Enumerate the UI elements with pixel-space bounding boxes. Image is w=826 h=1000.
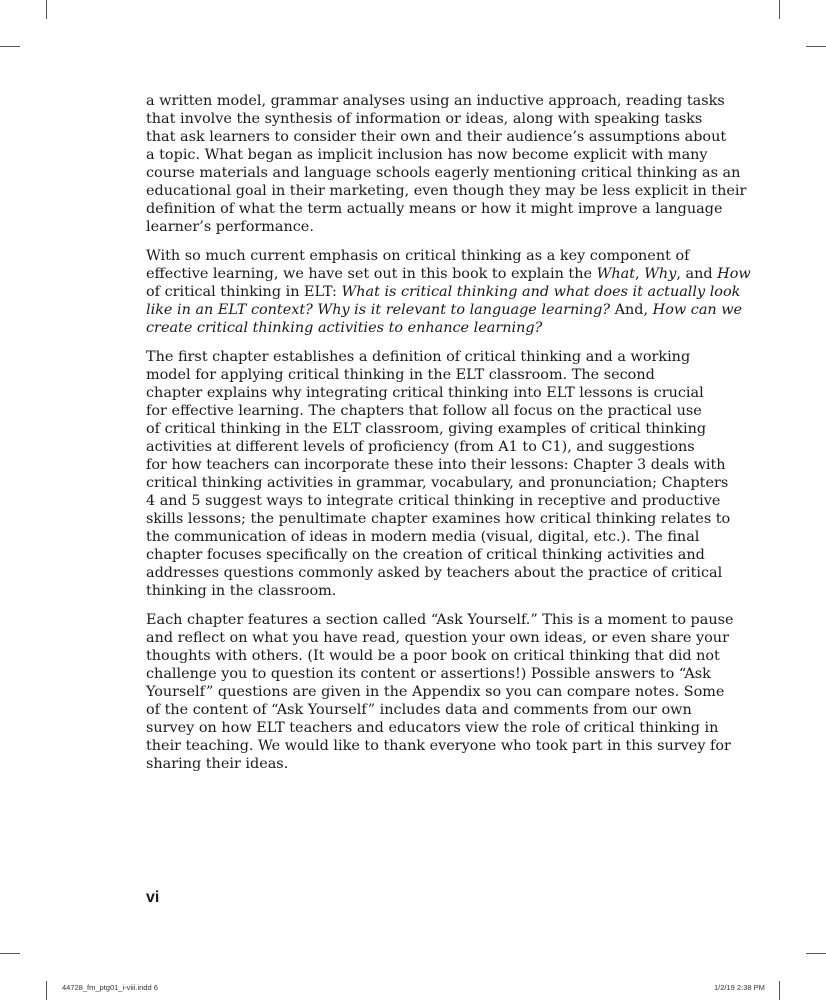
paragraph-gap bbox=[146, 600, 686, 611]
text-run: survey on how ELT teachers and educators view the role of critical thinking in bbox=[146, 720, 719, 736]
crop-mark bbox=[806, 953, 826, 954]
text-run: activities at different levels of proficiency (from A1 to C1), and suggestions bbox=[146, 439, 695, 455]
text-run: effective learning, we have set out in this book to explain the bbox=[146, 266, 597, 282]
text-run: learner’s performance. bbox=[146, 219, 314, 235]
crop-mark bbox=[779, 0, 780, 19]
paragraph bbox=[146, 247, 751, 337]
text-line bbox=[146, 146, 708, 164]
italic-text: What is critical thinking and what does it actually look bbox=[341, 284, 741, 300]
text-run: With so much current emphasis on critical thinking as a key component of bbox=[146, 248, 690, 264]
text-line bbox=[146, 265, 751, 283]
text-run: that involve the synthesis of information or ideas, along with speaking tasks bbox=[146, 111, 703, 127]
text-line bbox=[146, 629, 729, 647]
text-run: model for applying critical thinking in the ELT classroom. The second bbox=[146, 367, 655, 383]
italic-text: Why bbox=[644, 266, 677, 282]
text-line bbox=[146, 128, 727, 146]
text-line bbox=[146, 420, 707, 438]
text-run: the communication of ideas in modern media (visual, digital, etc.). The final bbox=[146, 529, 700, 545]
slug-filename: 44728_fm_ptg01_i-viii.indd 6 bbox=[62, 983, 158, 992]
text-line bbox=[146, 438, 695, 456]
crop-mark bbox=[46, 981, 47, 1000]
text-run: educational goal in their marketing, even though they may be less explicit in their bbox=[146, 183, 747, 199]
text-run: for how teachers can incorporate these into their lessons: Chapter 3 deals with bbox=[146, 457, 726, 473]
text-run: skills lessons; the penultimate chapter examines how critical thinking relates to bbox=[146, 511, 731, 527]
text-line bbox=[146, 546, 705, 564]
text-line bbox=[146, 456, 726, 474]
crop-mark bbox=[0, 953, 20, 954]
crop-mark bbox=[0, 46, 20, 47]
text-run: their teaching. We would like to thank everyone who took part in this survey for bbox=[146, 738, 731, 754]
text-run: definition of what the term actually means or how it might improve a language bbox=[146, 201, 723, 217]
text-run: thinking in the classroom. bbox=[146, 583, 337, 599]
text-run: , and bbox=[676, 266, 718, 282]
text-line bbox=[146, 200, 723, 218]
paragraph bbox=[146, 611, 734, 773]
text-line bbox=[146, 402, 702, 420]
text-run: of critical thinking in ELT: bbox=[146, 284, 342, 300]
text-line bbox=[146, 218, 686, 236]
text-line bbox=[146, 755, 686, 773]
text-run: The first chapter establishes a definition of critical thinking and a working bbox=[146, 349, 691, 365]
text-run: challenge you to question its content or assertions!) Possible answers to “Ask bbox=[146, 666, 711, 682]
text-run: a written model, grammar analyses using an inductive approach, reading tasks bbox=[146, 93, 725, 109]
text-line bbox=[146, 319, 686, 337]
text-line bbox=[146, 384, 704, 402]
text-line bbox=[146, 492, 721, 510]
text-run: chapter explains why integrating critical thinking into ELT lessons is crucial bbox=[146, 385, 704, 401]
text-run: that ask learners to consider their own and their audience’s assumptions about bbox=[146, 129, 727, 145]
text-run: thoughts with others. (It would be a poor book on critical thinking that did not bbox=[146, 648, 720, 664]
text-run: chapter focuses specifically on the creation of critical thinking activities and bbox=[146, 547, 705, 563]
text-run: And, bbox=[610, 302, 653, 318]
text-line bbox=[146, 701, 692, 719]
text-line bbox=[146, 665, 711, 683]
text-line bbox=[146, 647, 720, 665]
text-line bbox=[146, 301, 743, 319]
text-run: of critical thinking in the ELT classroom, giving examples of critical thinking bbox=[146, 421, 707, 437]
text-run: a topic. What began as implicit inclusion has now become explicit with many bbox=[146, 147, 708, 163]
text-line bbox=[146, 683, 725, 701]
text-line bbox=[146, 92, 725, 110]
text-line bbox=[146, 719, 719, 737]
text-line bbox=[146, 247, 690, 265]
paragraph-gap bbox=[146, 236, 686, 247]
text-run: and reflect on what you have read, question your own ideas, or even share your bbox=[146, 630, 729, 646]
text-run: , bbox=[634, 266, 645, 282]
page-number: vi bbox=[146, 889, 160, 906]
text-run: addresses questions commonly asked by teachers about the practice of critical bbox=[146, 565, 723, 581]
text-line bbox=[146, 366, 686, 384]
paragraph bbox=[146, 348, 731, 600]
text-line bbox=[146, 182, 747, 200]
text-line bbox=[146, 474, 729, 492]
text-line bbox=[146, 510, 731, 528]
slug-timestamp: 1/2/19 2:38 PM bbox=[714, 983, 765, 992]
text-run: critical thinking activities in grammar, vocabulary, and pronunciation; Chapters bbox=[146, 475, 729, 491]
text-line bbox=[146, 737, 731, 755]
text-run: Each chapter features a section called “Ask Yourself.” This is a moment to pause bbox=[146, 612, 734, 628]
italic-text: How bbox=[717, 266, 751, 282]
text-line bbox=[146, 611, 734, 629]
text-line bbox=[146, 283, 741, 301]
paragraph bbox=[146, 92, 747, 236]
italic-text: like in an ELT context? Why is it relevant to language learning? bbox=[146, 302, 611, 318]
text-run: 4 and 5 suggest ways to integrate critical thinking in receptive and productive bbox=[146, 493, 721, 509]
crop-mark bbox=[46, 0, 47, 19]
text-line bbox=[146, 564, 723, 582]
italic-text: create critical thinking activities to enhance learning? bbox=[146, 320, 543, 336]
body-text bbox=[146, 92, 751, 773]
italic-text: What bbox=[596, 266, 635, 282]
text-run: Yourself” questions are given in the Appendix so you can compare notes. Some bbox=[146, 684, 725, 700]
italic-text: How can we bbox=[652, 302, 743, 318]
text-line bbox=[146, 164, 741, 182]
paragraph-gap bbox=[146, 337, 686, 348]
text-run: of the content of “Ask Yourself” includes data and comments from our own bbox=[146, 702, 692, 718]
crop-mark bbox=[779, 981, 780, 1000]
text-line bbox=[146, 348, 691, 366]
text-line bbox=[146, 582, 686, 600]
text-run: for effective learning. The chapters that follow all focus on the practical use bbox=[146, 403, 702, 419]
text-run: sharing their ideas. bbox=[146, 756, 289, 772]
text-line bbox=[146, 110, 703, 128]
crop-mark bbox=[806, 46, 826, 47]
text-line bbox=[146, 528, 700, 546]
text-run: course materials and language schools eagerly mentioning critical thinking as an bbox=[146, 165, 741, 181]
